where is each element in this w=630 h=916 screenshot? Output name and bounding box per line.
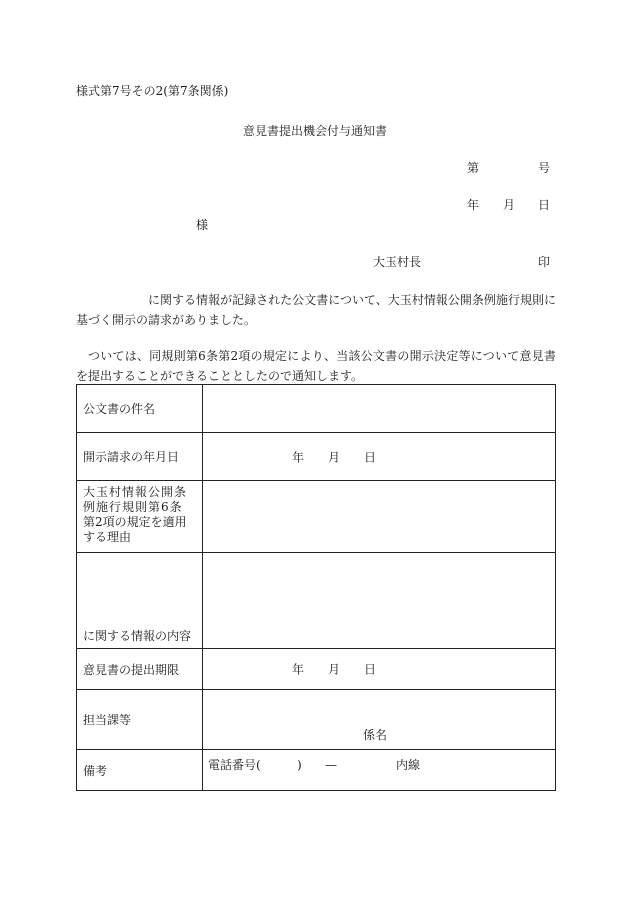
deadline-month-label: 月	[328, 662, 341, 677]
deadline-day-label: 日	[364, 662, 377, 677]
field-deadline[interactable]	[203, 649, 556, 690]
date-month-label: 月	[503, 198, 516, 212]
request-year-label: 年	[292, 450, 305, 464]
row-deadline	[77, 649, 556, 690]
phone-dash: —	[325, 757, 337, 772]
form-number: 様式第7号その2(第7条関係)	[76, 84, 229, 98]
doc-number-prefix: 第	[467, 161, 480, 175]
extension-label: 内線	[396, 757, 421, 772]
label-reason-line-1: 大玉村情報公開条	[83, 485, 188, 499]
field-request-date[interactable]	[203, 433, 556, 481]
label-request-date: 開示請求の年月日	[77, 433, 203, 481]
field-document-name[interactable]	[203, 385, 556, 433]
document-title: 意見書提出機会付与通知書	[243, 124, 388, 138]
form-table	[76, 384, 556, 791]
field-department[interactable]	[203, 690, 556, 772]
doc-number-suffix: 号	[538, 161, 551, 175]
person-label: 係名	[363, 727, 388, 742]
row-info-content	[77, 553, 556, 649]
request-month-label: 月	[328, 450, 341, 464]
request-day-label: 日	[364, 450, 377, 464]
seal-mark: 印	[538, 255, 551, 269]
label-reason-line-3: 第2項の規定を適用	[83, 515, 187, 529]
label-document-name: 公文書の件名	[77, 385, 203, 433]
deadline-year-label: 年	[292, 662, 305, 677]
row-request-date	[77, 433, 556, 481]
phone-paren-close: )	[297, 757, 302, 772]
label-deadline: 意見書の提出期限	[77, 649, 203, 690]
date-day-label: 日	[538, 198, 551, 212]
row-department	[77, 690, 556, 750]
label-reason	[77, 481, 203, 553]
paragraph-request-notice: に関する情報が記録された公文書について、大玉村情報公開条例施行規則に基づく開示の請求がありました。	[76, 293, 556, 327]
label-remarks: 備考	[77, 750, 203, 791]
label-info-content: に関する情報の内容	[77, 553, 203, 649]
row-reason	[77, 481, 556, 553]
row-document-name	[77, 385, 556, 433]
field-reason[interactable]	[203, 481, 556, 553]
row-remarks	[77, 750, 556, 791]
label-reason-line-4: する理由	[83, 530, 132, 544]
paragraph-opinion-notice: ついては、同規則第6条第2項の規定により、当該公文書の開示決定等について意見書を提出することができることとしたので通知します。	[76, 349, 556, 383]
phone-label: 電話番号(	[208, 757, 261, 772]
label-reason-line-2: 例施行規則第6条	[83, 500, 183, 514]
date-year-label: 年	[467, 198, 480, 212]
addressee-suffix: 様	[196, 218, 209, 232]
label-department: 担当課等	[77, 690, 203, 750]
sender-name: 大玉村長	[373, 255, 422, 269]
field-info-content[interactable]	[203, 553, 556, 649]
